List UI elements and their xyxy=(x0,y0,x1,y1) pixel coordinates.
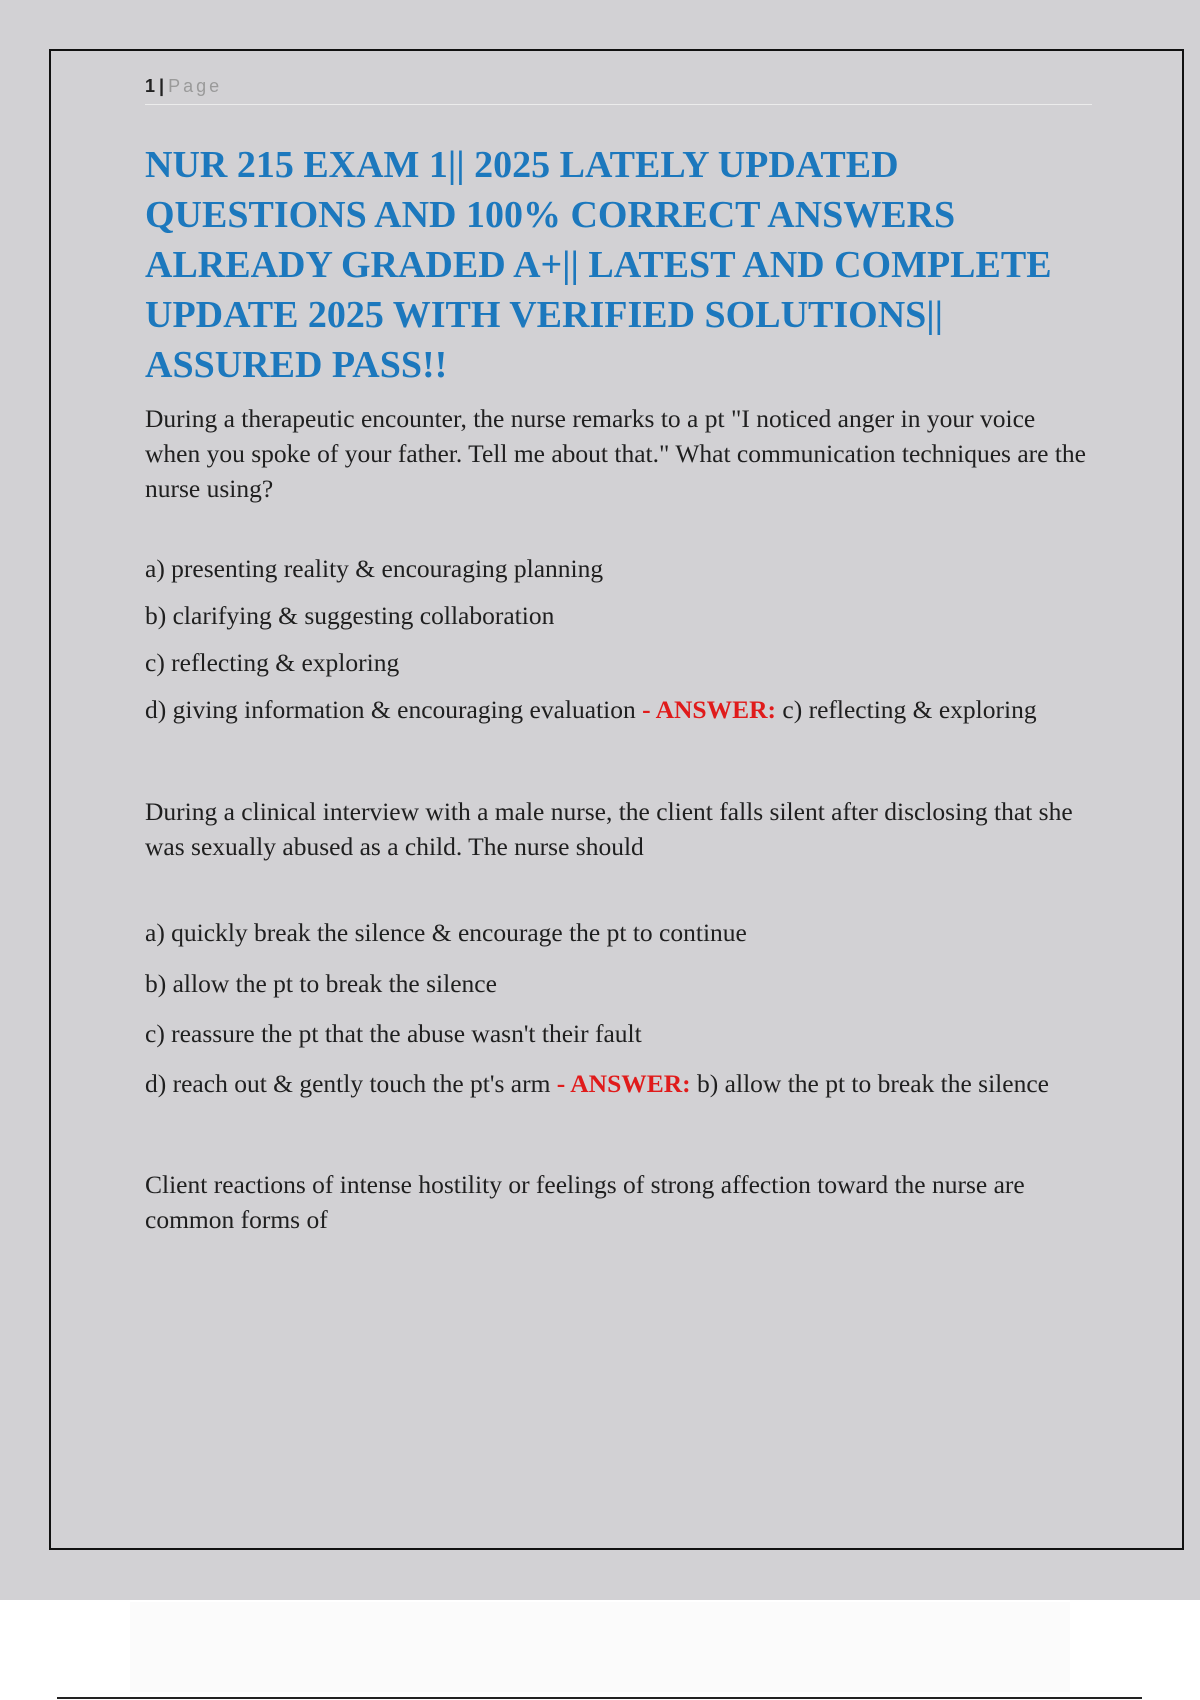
question-2-option-c: c) reassure the pt that the abuse wasn't their fault xyxy=(145,1019,642,1048)
question-2-answer: b) allow the pt to break the silence xyxy=(697,1069,1049,1098)
question-2-text: During a clinical interview with a male nurse, the client falls silent after disclosing that she was sexually abused as a child. The nurse should xyxy=(145,797,1073,861)
question-1-option-a: a) presenting reality & encouraging planning xyxy=(145,554,604,583)
document-title: NUR 215 EXAM 1|| 2025 LATELY UPDATED QUESTIONS AND 100% CORRECT ANSWERS ALREADY GRADED A+|| LATEST AND COMPLETE UPDATE 2025 WITH VERIFIED SOLUTIONS|| ASSURED PASS!! xyxy=(145,144,1052,386)
spacer xyxy=(145,727,1090,794)
question-2-option-d xyxy=(145,1066,1090,1101)
question-2-option-d-text: d) reach out & gently touch the pt's arm xyxy=(145,1069,551,1098)
question-3-text: Client reactions of intense hostility or feelings of strong affection toward the nurse are common forms of xyxy=(145,1170,1025,1234)
spacer xyxy=(145,1101,1090,1167)
spacer xyxy=(145,506,1090,551)
question-2 xyxy=(145,794,1090,1101)
question-3 xyxy=(145,1167,1090,1237)
page-header xyxy=(145,73,1092,105)
question-2-option-a: a) quickly break the silence & encourage the pt to continue xyxy=(145,918,747,947)
page-number: 1 xyxy=(145,76,156,96)
question-2-answer-label: - ANSWER: xyxy=(556,1069,691,1098)
page-separator: | xyxy=(159,76,165,96)
question-2-option-b: b) allow the pt to break the silence xyxy=(145,969,497,998)
question-1-answer: c) reflecting & exploring xyxy=(782,695,1037,724)
question-1-option-c: c) reflecting & exploring xyxy=(145,648,400,677)
page-label: Page xyxy=(168,76,223,96)
bottom-divider xyxy=(57,1697,1142,1699)
next-page-preview xyxy=(130,1602,1070,1692)
question-1-answer-label: - ANSWER: xyxy=(642,695,777,724)
question-1-option-d xyxy=(145,692,1090,727)
question-1 xyxy=(145,401,1090,727)
question-1-option-b: b) clarifying & suggesting collaboration xyxy=(145,601,555,630)
document-content xyxy=(145,140,1090,1237)
question-1-option-d-text: d) giving information & encouraging evaluation xyxy=(145,695,636,724)
spacer xyxy=(145,864,1090,915)
question-1-text: During a therapeutic encounter, the nurse remarks to a pt "I noticed anger in your voice when you spoke of your father. Tell me about that." What communication techniques are the nurse using? xyxy=(145,404,1086,503)
